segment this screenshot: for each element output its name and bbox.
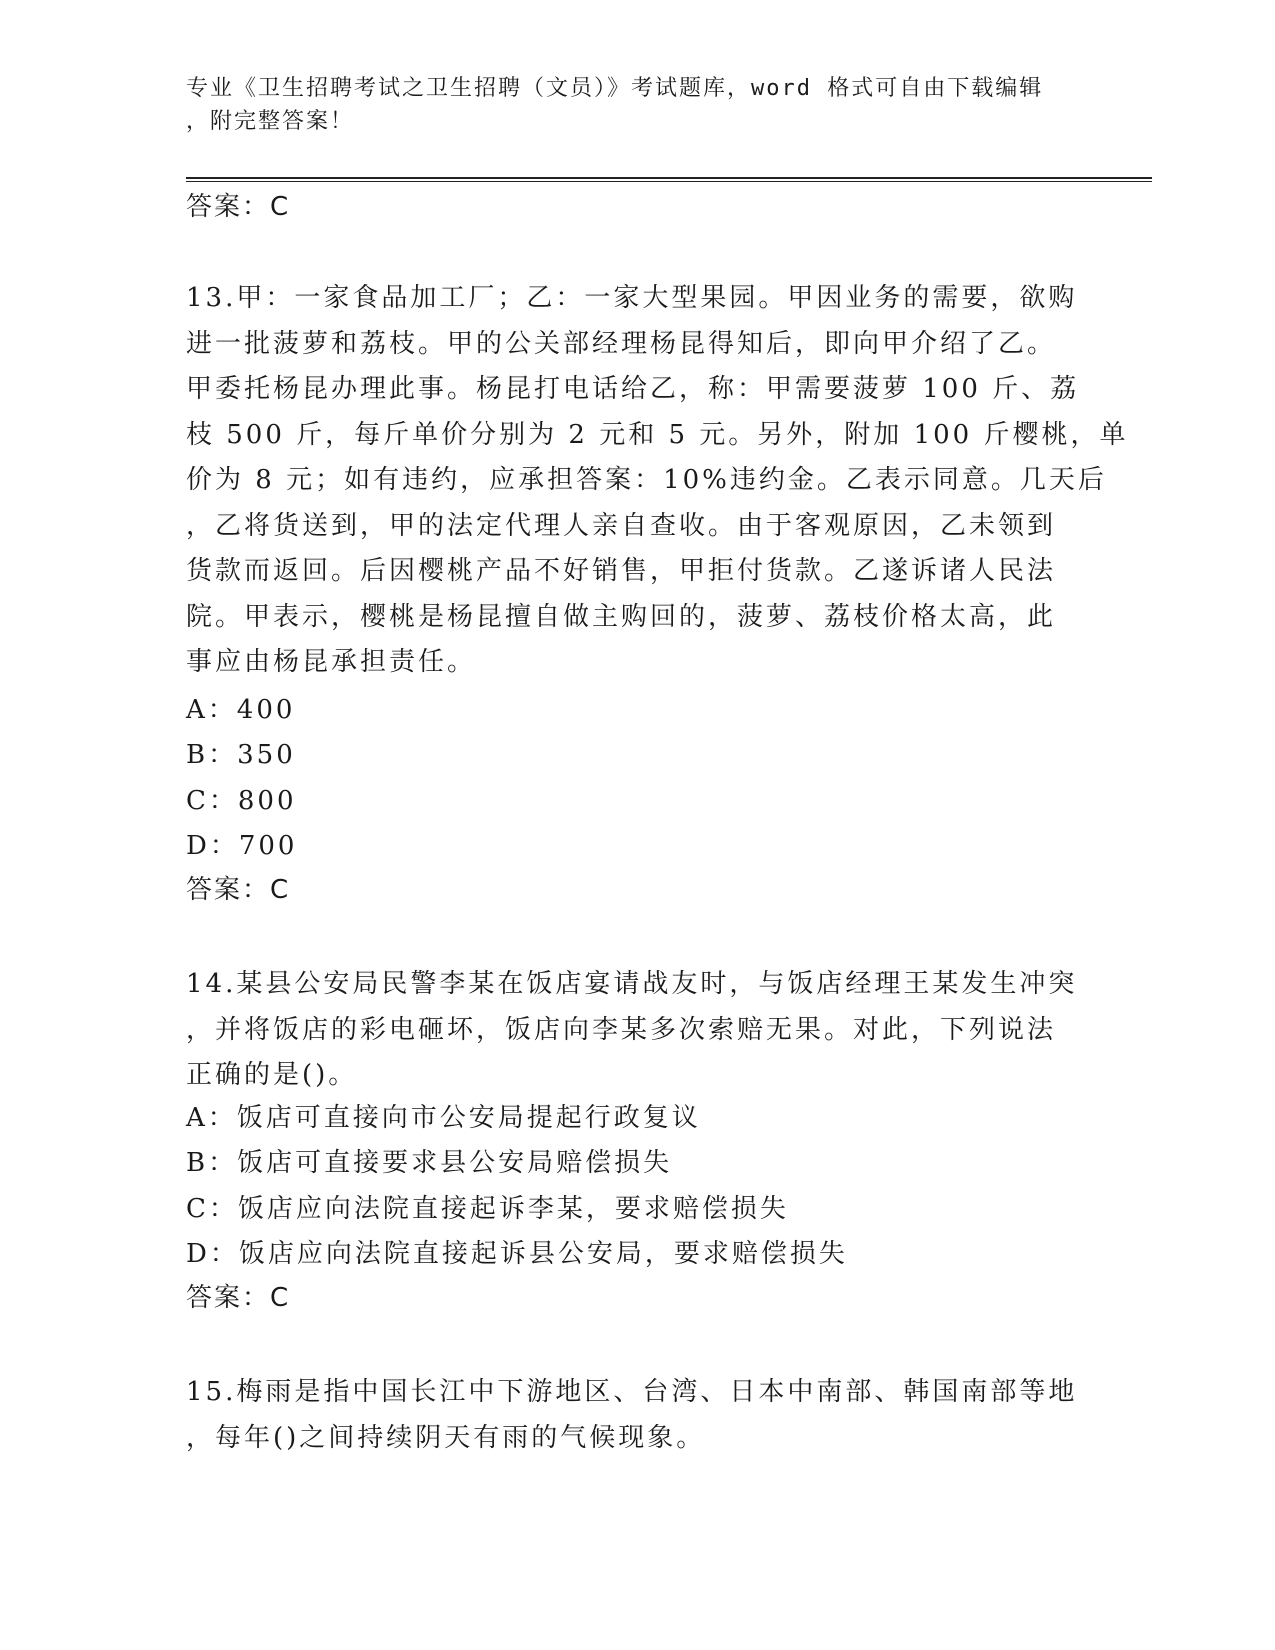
question-14-option-b: B：饭店可直接要求县公安局赔偿损失 — [186, 1148, 673, 1178]
question-line: ，乙将货送到，甲的法定代理人亲自查收。由于客观原因，乙未领到 — [186, 510, 1057, 541]
question-line: 枝 500 斤，每斤单价分别为 2 元和 5 元。另外，附加 100 斤樱桃，单 — [186, 419, 1129, 450]
question-13-text — [186, 276, 1129, 686]
question-14-text — [186, 962, 1078, 1099]
question-14-option-a: A：饭店可直接向市公安局提起行政复议 — [186, 1103, 701, 1133]
question-line: ，并将饭店的彩电砸坏，饭店向李某多次索赔无果。对此，下列说法 — [186, 1014, 1057, 1045]
question-14-option-c: C：饭店应向法院直接起诉李某，要求赔偿损失 — [186, 1194, 789, 1224]
question-13-option-a: A：400 — [186, 695, 296, 725]
previous-answer: 答案：C — [186, 192, 291, 222]
question-line: 甲委托杨昆办理此事。杨昆打电话给乙，称：甲需要菠萝 100 斤、荔 — [186, 374, 1080, 404]
header-line-2: ，附完整答案！ — [186, 109, 355, 134]
question-line: 货款而返回。后因樱桃产品不好销售，甲拒付货款。乙遂诉诸人民法 — [186, 556, 1057, 586]
question-13-answer: 答案：C — [186, 875, 291, 905]
question-line: 14.某县公安局民警李某在饭店宴请战友时，与饭店经理王某发生冲突 — [186, 969, 1078, 999]
question-line: ，每年()之间持续阴天有雨的气候现象。 — [186, 1422, 706, 1453]
question-line: 15.梅雨是指中国长江中下游地区、台湾、日本中南部、韩国南部等地 — [186, 1377, 1078, 1407]
question-line: 院。甲表示，樱桃是杨昆擅自做主购回的，菠萝、荔枝价格太高，此 — [186, 601, 1057, 632]
question-14-answer: 答案：C — [186, 1283, 291, 1313]
header-divider-thin — [186, 181, 1152, 182]
question-line: 事应由杨昆承担责任。 — [186, 647, 477, 677]
header-line-1: 专业《卫生招聘考试之卫生招聘（文员）》考试题库，word 格式可自由下载编辑 — [186, 76, 1044, 101]
question-line: 进一批菠萝和荔枝。甲的公关部经理杨昆得知后，即向甲介绍了乙。 — [186, 328, 1057, 359]
question-line: 13.甲：一家食品加工厂；乙：一家大型果园。甲因业务的需要，欲购 — [186, 283, 1078, 313]
header-divider — [186, 177, 1152, 179]
question-13-option-d: D：700 — [186, 831, 298, 861]
question-13-option-c: C：800 — [186, 786, 297, 816]
question-15-text — [186, 1370, 1078, 1461]
question-line: 正确的是()。 — [186, 1060, 358, 1090]
question-14-option-d: D：饭店应向法院直接起诉县公安局，要求赔偿损失 — [186, 1239, 848, 1269]
document-header — [186, 72, 1066, 138]
question-13-option-b: B：350 — [186, 740, 296, 770]
question-line: 价为 8 元；如有违约，应承担答案：10%违约金。乙表示同意。几天后 — [186, 465, 1107, 495]
